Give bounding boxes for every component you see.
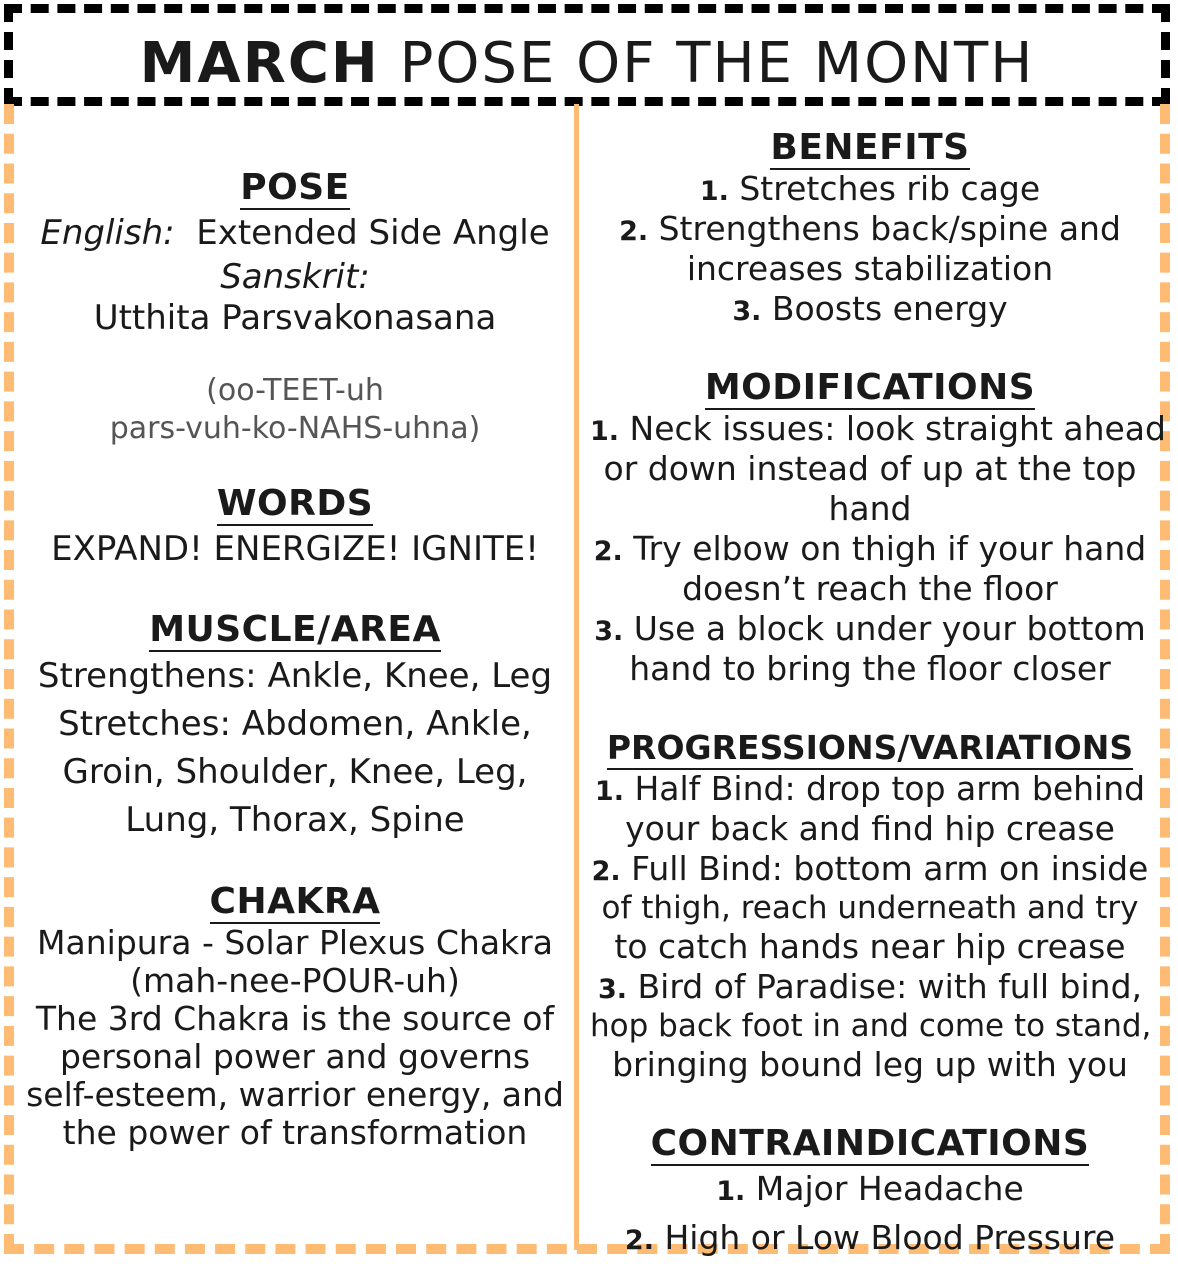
chakra-heading: CHAKRA	[209, 881, 381, 922]
muscle-line: Lung, Thorax, Spine	[125, 800, 465, 840]
title-box	[4, 4, 1170, 106]
contraindication-item	[590, 1215, 1150, 1264]
sanskrit-value: Utthita Parsvakonasana	[93, 298, 497, 338]
modification-item	[590, 530, 1150, 570]
modification-item	[590, 409, 1166, 450]
modification-item	[590, 610, 1150, 650]
item-text: Try elbow on thigh if your hand	[622, 529, 1147, 568]
chakra-line: The 3rd Chakra is the source of	[35, 999, 555, 1038]
item-text: Half Bind: drop top arm behind	[623, 769, 1146, 808]
chakra-line: (mah-nee-POUR-uh)	[130, 961, 460, 1000]
item-number: 1.	[594, 776, 624, 807]
sanskrit-label	[22, 256, 568, 298]
modification-item	[590, 570, 1150, 610]
words-heading: WORDS	[216, 483, 374, 524]
item-text: or down instead of up at the top	[603, 449, 1137, 488]
benefit-item	[590, 210, 1150, 250]
contraindications-section	[590, 1124, 1150, 1264]
item-number: 2.	[591, 856, 621, 887]
benefit-item	[590, 290, 1150, 330]
item-text: doesn’t reach the floor	[682, 569, 1058, 608]
item-number: 3.	[594, 616, 624, 647]
modifications-section	[590, 367, 1166, 690]
progression-item	[590, 890, 1150, 928]
chakra-line: personal power and governs	[59, 1037, 531, 1076]
modification-item	[590, 490, 1150, 530]
item-text: Stretches rib cage	[728, 169, 1041, 208]
item-text: Bird of Paradise: with full bind,	[627, 967, 1143, 1006]
item-number: 1.	[699, 176, 729, 207]
left-column	[22, 168, 568, 1152]
benefits-section	[590, 128, 1150, 330]
modifications-heading: MODIFICATIONS	[704, 367, 1036, 408]
page-title	[13, 31, 1161, 96]
chakra-section	[22, 882, 568, 1152]
progressions-heading: PROGRESSIONS/VARIATIONS	[607, 728, 1133, 770]
words-text: EXPAND! ENERGIZE! IGNITE!	[51, 529, 539, 569]
item-text: increases stabilization	[686, 249, 1054, 288]
pronunciation-line-1: (oo-TEET-uh	[206, 373, 384, 408]
pose-section	[22, 168, 568, 448]
muscle-line: Stretches: Abdomen, Ankle,	[58, 704, 532, 744]
progression-item	[590, 850, 1150, 890]
item-number: 3.	[597, 974, 628, 1005]
item-number: 1.	[716, 1176, 746, 1207]
item-text: Full Bind: bottom arm on inside	[620, 849, 1149, 888]
item-text: High or Low Blood Pressure	[653, 1218, 1116, 1257]
progression-item	[590, 968, 1150, 1008]
pronunciation-line-2: pars-vuh-ko-NAHS-uhna)	[109, 411, 481, 446]
modification-item	[590, 450, 1150, 490]
item-text: Boosts energy	[761, 289, 1008, 328]
progression-item	[590, 1046, 1150, 1086]
muscle-line: Strengthens: Ankle, Knee, Leg	[37, 656, 553, 696]
item-number: 2.	[593, 536, 623, 567]
item-number: 2.	[624, 1225, 654, 1256]
contraindications-heading: CONTRAINDICATIONS	[650, 1123, 1090, 1164]
progressions-section	[590, 728, 1150, 1086]
sanskrit-label-text: Sanskrit:	[220, 257, 370, 297]
english-label: English:	[40, 213, 175, 253]
item-number: 1.	[590, 416, 620, 447]
item-text: hop back foot in and come to stand,	[590, 1008, 1152, 1044]
english-line	[22, 210, 568, 256]
item-text: Neck issues: look straight ahead	[619, 409, 1166, 448]
benefit-item	[590, 250, 1150, 290]
chakra-line: the power of transformation	[62, 1113, 528, 1152]
muscle-line: Groin, Shoulder, Knee, Leg,	[62, 752, 528, 792]
progression-item	[590, 928, 1150, 968]
muscle-section	[22, 610, 568, 844]
item-text: your back and find hip crease	[625, 809, 1115, 848]
item-text: Major Headache	[745, 1169, 1024, 1208]
chakra-line: self-esteem, warrior energy, and	[26, 1075, 564, 1114]
item-text: of thigh, reach underneath and try	[601, 890, 1139, 926]
progression-item	[590, 810, 1150, 850]
pose-heading: POSE	[240, 167, 350, 208]
item-text: Use a block under your bottom	[623, 609, 1146, 648]
item-text: bringing bound leg up with you	[612, 1045, 1128, 1084]
item-text: hand	[828, 489, 912, 528]
title-rest: POSE OF THE MONTH	[379, 31, 1035, 96]
benefits-heading: BENEFITS	[770, 127, 970, 168]
item-text: to catch hands near hip crease	[614, 927, 1126, 966]
english-value: Extended Side Angle	[174, 213, 550, 253]
item-text: Strengthens back/spine and	[648, 209, 1121, 248]
chakra-line: Manipura - Solar Plexus Chakra	[37, 923, 553, 962]
contraindication-item	[590, 1166, 1150, 1215]
words-section	[22, 484, 568, 572]
progression-item	[590, 770, 1150, 810]
item-number: 3.	[732, 296, 762, 327]
right-column	[590, 127, 1166, 1264]
title-month: MARCH	[139, 31, 380, 96]
item-number: 2.	[619, 216, 649, 247]
item-text: hand to bring the floor closer	[629, 649, 1111, 688]
progression-item	[590, 1008, 1150, 1046]
muscle-heading: MUSCLE/AREA	[149, 609, 441, 650]
benefit-item	[590, 170, 1150, 210]
column-divider	[574, 104, 579, 1250]
modification-item	[590, 650, 1150, 690]
